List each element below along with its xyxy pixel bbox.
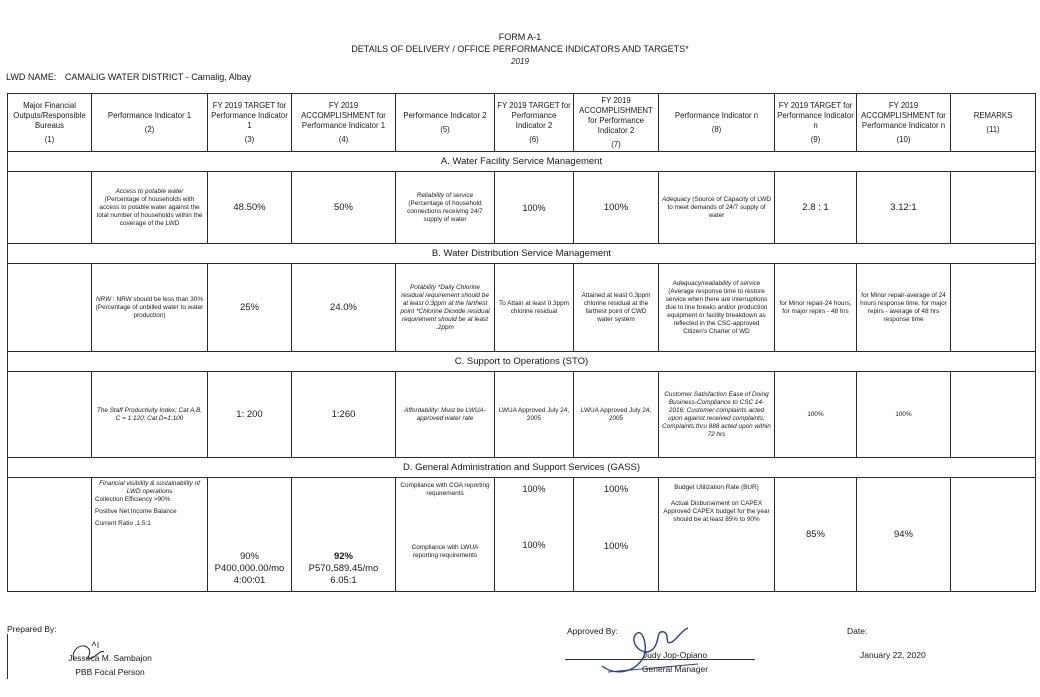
accomplishment-2: LWUA Approved July 24, 2005 (574, 372, 659, 458)
lwd-name-line (6, 72, 257, 82)
accomplishment-1: 1:260 (292, 372, 396, 458)
section-b-header (8, 244, 1036, 264)
col-header-11: REMARKS (11) (951, 94, 1036, 152)
remarks (951, 172, 1036, 244)
indicator-1-item: Collection Efficiency >90% (95, 496, 171, 503)
prepared-by-name: Jesseca M. Sambajon (68, 653, 152, 663)
column-header-row (8, 94, 1036, 152)
prepared-by-title: PBB Focal Person (75, 667, 145, 677)
lwd-name-value: CAMALIG WATER DISTRICT - Camalig, Albay (64, 72, 252, 82)
indicator-1-cell: Access to potable water (Percentage of households with access to potable water against the total number of households within the coverage of the LWD (92, 172, 208, 244)
indicator-1-cell: NRW : NRW should be less than 30% (Percentage of unbilled water to water production) (92, 264, 208, 352)
target-1: 90% P400,000.00/mo 4:00:01 (208, 478, 292, 592)
section-c-header (8, 352, 1036, 372)
performance-table (7, 93, 1036, 592)
prepared-by-label: Prepared By: (7, 624, 57, 634)
section-d-row (8, 478, 1036, 592)
indicator-2-cell: Compliance with COA reporting requirements Compliance with LWUA reporting requirements (396, 478, 495, 592)
target-n: for Minor repair-24 hours, for major repirs - 48 hrs (775, 264, 857, 352)
indicator-2-cell: Potability *Daily Chlorine residual requirement should be at least 0.3ppm at the farthest point *Chlorine Dioxide residual requirement should be at least .2ppm (396, 264, 495, 352)
date-value: January 22, 2020 (860, 650, 926, 660)
form-title: DETAILS OF DELIVERY / OFFICE PERFORMANCE INDICATORS AND TARGETS* (351, 44, 689, 54)
form-number: FORM A-1 (498, 32, 542, 42)
accomplishment-2: Attained at least 0.3ppm chlorine residual at the farthest point of CWD water system (574, 264, 659, 352)
target-n: 100% (775, 372, 857, 458)
section-d-header (8, 458, 1036, 478)
approved-by-name: Judy Jop-Opiano (642, 650, 708, 660)
target-1: 1: 200 (208, 372, 292, 458)
indicator-1-item: Positive Net Income Balance (95, 508, 177, 515)
accomplishment-2: 100% (574, 172, 659, 244)
accomplishment-n: 100% (857, 372, 951, 458)
section-b-row (8, 264, 1036, 352)
indicator-2-cell: Reliability of service (Percentage of household connections receiving 24/7 supply of water (396, 172, 495, 244)
accomplishment-n: for Minor repair-average of 24 hours response time, for major repirs - average of 48 hrs response time (857, 264, 951, 352)
col-header-3: FY 2019 TARGET for Performance Indicator 1 (3) (208, 94, 292, 152)
target-2: 100% (495, 172, 574, 244)
target-1: 25% (208, 264, 292, 352)
col-header-6: FY 2019 TARGET for Performance Indicator 2 (6) (495, 94, 574, 152)
lwd-name-label: LWD NAME: (6, 72, 57, 82)
accomplishment-1: 92% P570,589.45/mo 6.05:1 (292, 478, 396, 592)
indicator-1-item: Current Ratio .1.5:1 (95, 520, 151, 527)
section-c-row (8, 372, 1036, 458)
col-header-8: Performance Indicator n (8) (659, 94, 775, 152)
accomplishment-2: 100% 100% (574, 478, 659, 592)
col-header-7: FY 2019 ACCOMPLISHMENT for Performance Indicator 2 (7) (574, 94, 659, 152)
indicator-n-cell: Customer Satisfaction Ease of Doing Business-Compliance to CSC 14-2016; Customer complaints acted upon against received complaints; Complaints thru 888 acted upon within 72 hrs (659, 372, 775, 458)
col-header-10: FY 2019 ACCOMPLISHMENT for Performance Indicator n (10) (857, 94, 951, 152)
date-label: Date: (847, 626, 868, 636)
indicator-1-cell: The Staff Productivity Index; Cat A,B, C = 1:120; Cat D=1:100 (92, 372, 208, 458)
accomplishment-1: 50% (292, 172, 396, 244)
indicator-n-cell: Budget Utilization Rate (BUR) Actual Disbursement on CAPEX Approved CAPEX budget for the year should be at least 85% to 90% (659, 478, 775, 592)
indicator-2-cell: Affordability: Must be LWUA-approved water rate (396, 372, 495, 458)
section-a-header (8, 152, 1036, 172)
section-title: C. Support to Operations (STO) (8, 352, 1036, 372)
approved-by-label: Approved By: (567, 626, 619, 636)
form-year: 2019 (511, 57, 529, 66)
accomplishment-1: 24.0% (292, 264, 396, 352)
section-title: B. Water Distribution Service Management (8, 244, 1036, 264)
remarks (951, 264, 1036, 352)
target-2: 100% 100% (495, 478, 574, 592)
col-header-5: Performance Indicator 2 (5) (396, 94, 495, 152)
target-n: 85% (775, 478, 857, 592)
indicator-1-cell: Financial visibility & sustainability of LWD operations Collection Efficiency >90% Positive Net Income Balance Current Ratio .1.5:1 (92, 478, 208, 592)
target-2: LWUA Approved July 24, 2005 (495, 372, 574, 458)
col-header-9: FY 2019 TARGET for Performance Indicator n (9) (775, 94, 857, 152)
col-header-1: Major Financial Outputs/Responsible Bureaus (1) (8, 94, 92, 152)
section-a-row (8, 172, 1036, 244)
remarks (951, 478, 1036, 592)
target-n: 2.8 : 1 (775, 172, 857, 244)
approved-by-title: General Manager (641, 664, 709, 674)
remarks (951, 372, 1036, 458)
target-1: 48.50% (208, 172, 292, 244)
col-header-2: Performance Indicator 1 (2) (92, 94, 208, 152)
section-title: D. General Administration and Support Services (GASS) (8, 458, 1036, 478)
accomplishment-n: 3.12:1 (857, 172, 951, 244)
indicator-n-cell: Adequacy/realiability of service (Average response time to restore service when there are interruptions due to line breaks and/or production equipment or facility breakdown as reflected in the CSC-approved Citizen's Charter of WD (659, 264, 775, 352)
section-title: A. Water Facility Service Management (8, 152, 1036, 172)
col-header-4: FY 2019 ACCOMPLISHMENT for Performance Indicator 1 (4) (292, 94, 396, 152)
indicator-n-cell: Adequacy (Source of Capacity of LWD to meet demands of 24/7 supply of water (659, 172, 775, 244)
accomplishment-n: 94% (857, 478, 951, 592)
target-2: To Attain at least 0.3ppm chlorine residual (495, 264, 574, 352)
